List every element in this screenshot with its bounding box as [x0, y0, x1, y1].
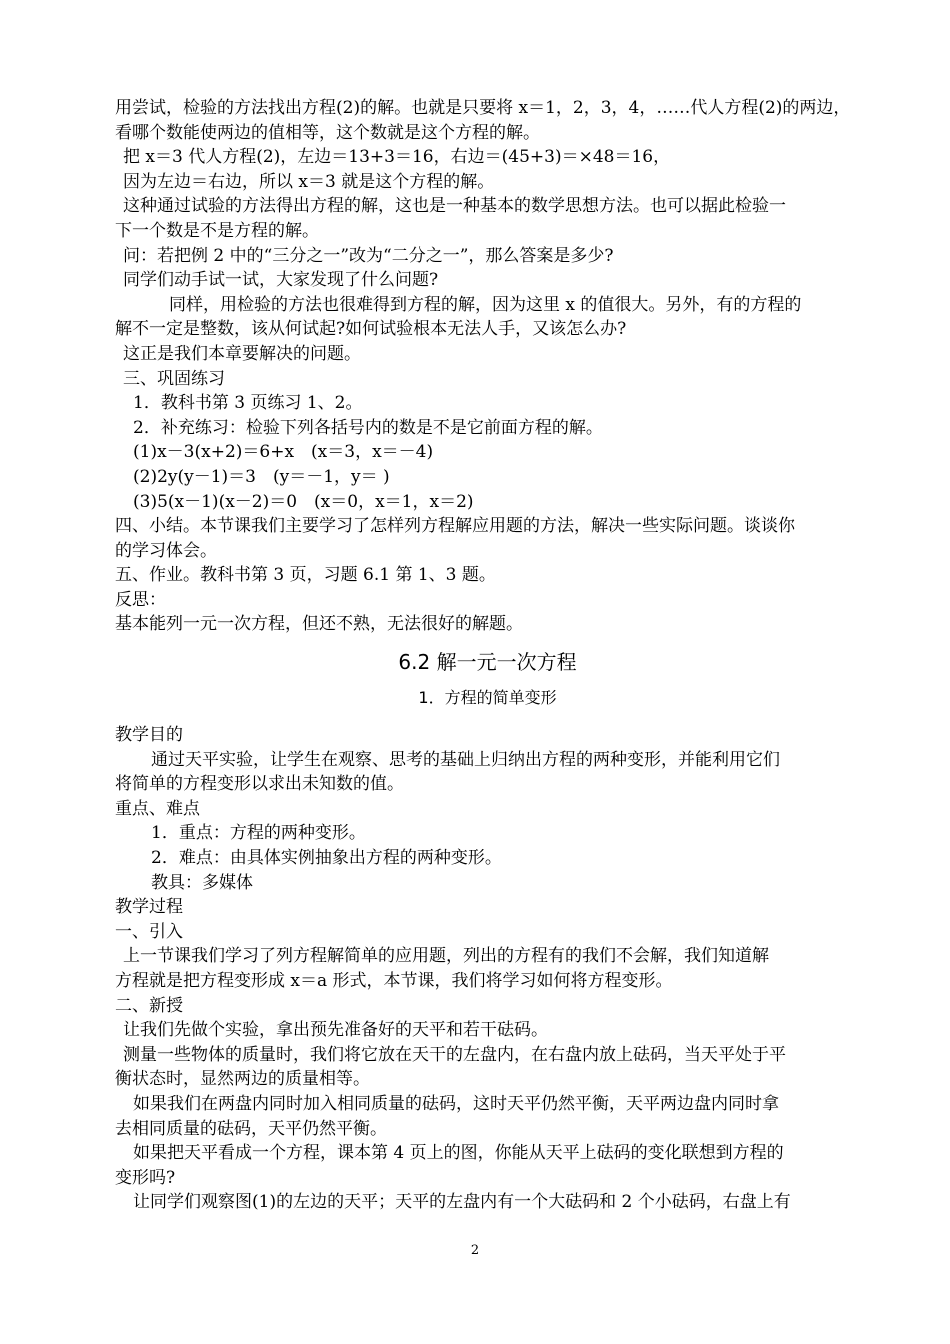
- text-line: 教具：多媒体: [151, 872, 253, 893]
- text-line: 四、小结。本节课我们主要学习了怎样列方程解应用题的方法，解决一些实际问题。谈谈你: [115, 516, 795, 537]
- text-line: 让我们先做个实验，拿出预先准备好的天平和若干砝码。: [123, 1020, 548, 1041]
- section-heading: 教学目的: [115, 725, 183, 746]
- list-item: 1．重点：方程的两种变形。: [151, 823, 366, 844]
- text-line: 反思：: [115, 589, 166, 610]
- page-number: 2: [470, 1243, 480, 1258]
- text-line: 通过天平实验，让学生在观察、思考的基础上归纳出方程的两种变形，并能利用它们: [151, 749, 780, 770]
- text-line: 问：若把例 2 中的“三分之一”改为“二分之一”，那么答案是多少?: [123, 245, 614, 266]
- text-line: 的学习体会。: [115, 540, 217, 561]
- text-line: 测量一些物体的质量时，我们将它放在天干的左盘内，在右盘内放上砝码，当天平处于平: [123, 1044, 786, 1065]
- text-line: 同样，用检验的方法也很难得到方程的解，因为这里 x 的值很大。另外，有的方程的: [169, 294, 802, 315]
- text-line: 将简单的方程变形以求出未知数的值。: [115, 774, 404, 795]
- equation-item: (3)5(x－1)(x－2)＝0 (x＝0，x＝1，x＝2): [133, 491, 474, 512]
- text-line: 如果我们在两盘内同时加入相同质量的砝码，这时天平仍然平衡，天平两边盘内同时拿: [133, 1093, 779, 1114]
- text-line: 因为左边＝右边，所以 x＝3 就是这个方程的解。: [123, 171, 495, 192]
- text-line: 五、作业。教科书第 3 页，习题 6.1 第 1、3 题。: [115, 565, 496, 586]
- text-line: 把 x＝3 代人方程(2)，左边＝13+3＝16，右边＝(45+3)＝×48＝16，: [123, 147, 671, 168]
- text-line: 看哪个数能使两边的值相等，这个数就是这个方程的解。: [115, 122, 540, 143]
- page-content: [115, 96, 860, 1215]
- text-line: 解不一定是整数，该从何试起?如何试验根本无法人手，又该怎么办?: [115, 319, 627, 340]
- section-heading: 重点、难点: [115, 798, 200, 819]
- text-line: 让同学们观察图(1)的左边的天平；天平的左盘内有一个大砝码和 2 个小砝码，右盘上有: [133, 1192, 791, 1213]
- text-line: 变形吗?: [115, 1167, 176, 1188]
- text-line: 下一个数是不是方程的解。: [115, 220, 319, 241]
- text-line: 方程就是把方程变形成 x＝a 形式，本节课，我们将学习如何将方程变形。: [115, 971, 673, 991]
- equation-item: (1)x－3(x+2)＝6+x (x＝3，x＝－4): [133, 442, 434, 463]
- section-heading: 一、引入: [115, 921, 183, 942]
- list-item: 1．教科书第 3 页练习 1、2。: [133, 393, 363, 414]
- text-line: 衡状态时，显然两边的质量相等。: [115, 1069, 370, 1090]
- text-line: 上一节课我们学习了列方程解简单的应用题，列出的方程有的我们不会解，我们知道解: [123, 946, 769, 967]
- text-line: 如果把天平看成一个方程，课本第 4 页上的图，你能从天平上砝码的变化联想到方程的: [133, 1143, 784, 1164]
- text-line: 这种通过试验的方法得出方程的解，这也是一种基本的数学思想方法。也可以据此检验一: [123, 196, 786, 217]
- text-line: 基本能列一元一次方程，但还不熟，无法很好的解题。: [115, 614, 523, 635]
- section-heading: 三、巩固练习: [123, 368, 225, 389]
- text-line: 同学们动手试一试，大家发现了什么问题?: [123, 270, 439, 291]
- equation-item: (2)2y(y－1)＝3 (y＝－1，y＝ ): [133, 466, 390, 487]
- text-line: 去相同质量的砝码，天平仍然平衡。: [115, 1118, 387, 1139]
- text-line: 用尝试，检验的方法找出方程(2)的解。也就是只要将 x＝1，2，3，4，……代人方程(2)的两边，: [115, 98, 851, 118]
- section-heading: 二、新授: [115, 995, 183, 1016]
- list-item: 2．补充练习：检验下列各括号内的数是不是它前面方程的解。: [133, 417, 603, 438]
- chapter-title: 6.2 解一元一次方程: [398, 650, 577, 675]
- list-item: 2．难点：由具体实例抽象出方程的两种变形。: [151, 848, 502, 869]
- section-heading: 教学过程: [115, 897, 183, 918]
- text-line: 这正是我们本章要解决的问题。: [123, 343, 361, 364]
- lesson-subtitle: 1．方程的简单变形: [418, 688, 557, 708]
